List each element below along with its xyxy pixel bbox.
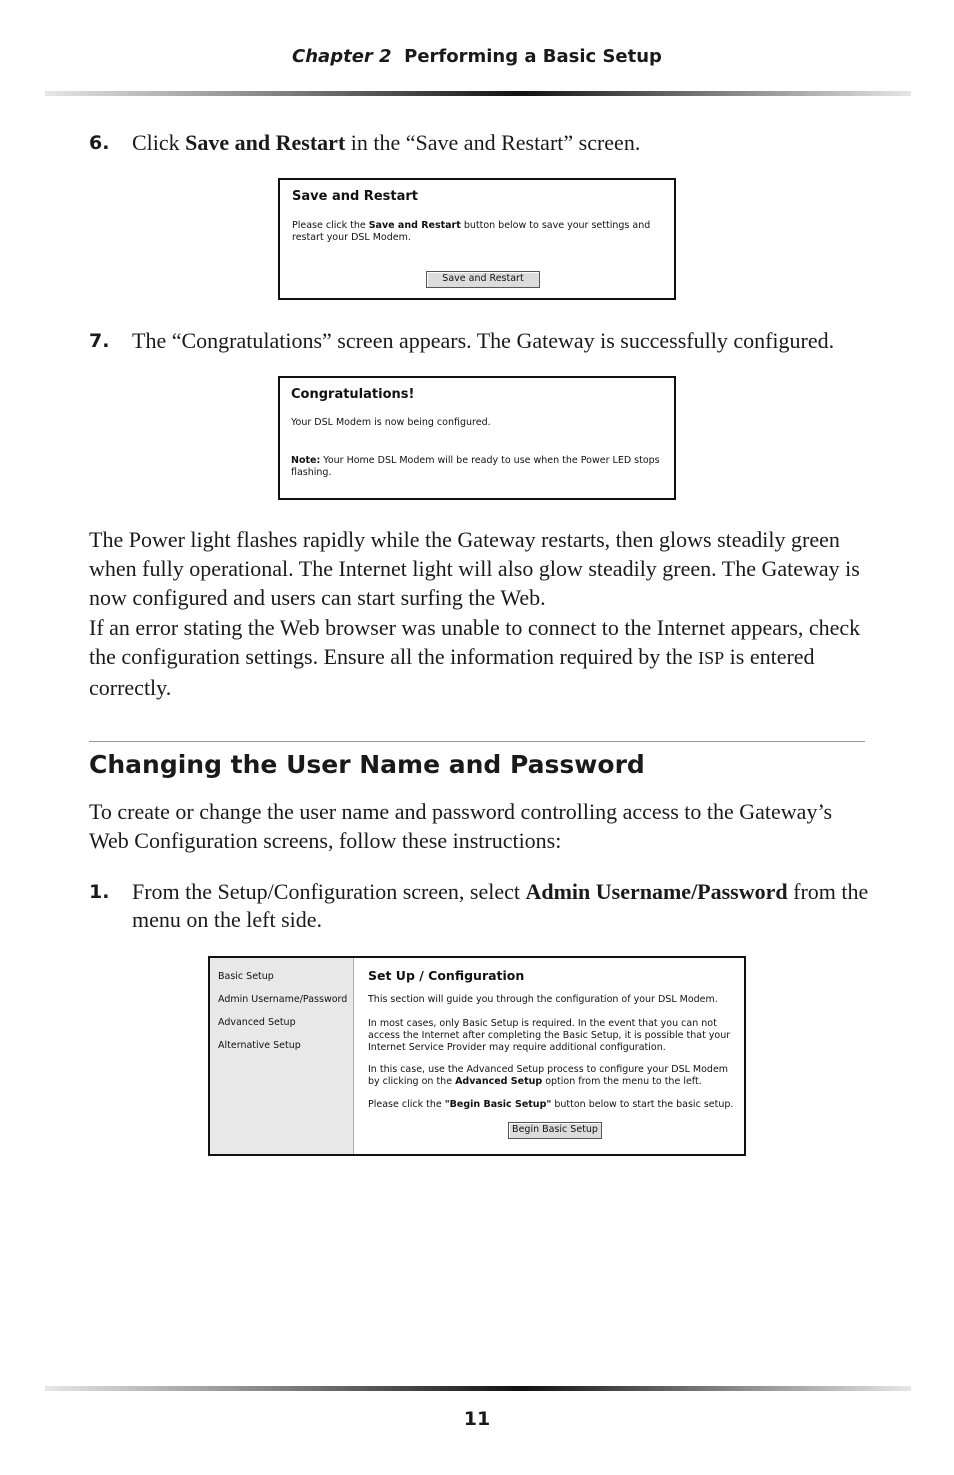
step-text (132, 129, 879, 157)
setup-configuration-screen (208, 956, 746, 1156)
setup-p1: This section will guide you through the configuration of your DSL Modem. (368, 994, 718, 1005)
step-number: 1. (89, 881, 110, 903)
step-text-pre: Click (132, 130, 186, 155)
menu-item-advanced-setup[interactable]: Advanced Setup (218, 1017, 296, 1028)
step-text-pre: From the Setup/Configuration screen, select (132, 879, 526, 904)
setup-p4-post: button below to start the basic setup. (551, 1099, 734, 1110)
note-text: Your Home DSL Modem will be ready to use when the Power LED stops flashing. (291, 455, 660, 478)
setup-p4 (368, 1099, 742, 1111)
step-number: 7. (89, 330, 110, 352)
paragraph-error (89, 613, 869, 702)
step-6 (89, 129, 879, 157)
paragraph-error-post: is entered correctly. (89, 644, 815, 700)
screen-line: Your DSL Modem is now being configured. (291, 417, 491, 428)
step-text-bold: Admin Username/Password (525, 879, 788, 904)
step-7 (89, 327, 879, 355)
screen-text-bold: Save and Restart (368, 220, 461, 231)
step-text (132, 878, 879, 934)
menu-item-alternative-setup[interactable]: Alternative Setup (218, 1040, 301, 1051)
page-number: 11 (463, 1408, 491, 1430)
step-text-post: from the menu on the left side. (132, 879, 869, 932)
screen-text (292, 220, 666, 244)
setup-p4-bold: "Begin Basic Setup" (444, 1099, 552, 1110)
save-and-restart-button[interactable]: Save and Restart (426, 271, 540, 288)
paragraph-error-pre: If an error stating the Web browser was unable to connect to the Internet appears, check the configuration settings. Ensure all the information required by the (89, 615, 861, 669)
step-1 (89, 878, 879, 934)
congratulations-screen (278, 376, 676, 500)
setup-p3-pre: In this case, use the Advanced Setup process to configure your DSL Modem by clicking on the (368, 1064, 729, 1087)
begin-basic-setup-button[interactable]: Begin Basic Setup (508, 1122, 602, 1139)
step-text-bold: Save and Restart (185, 130, 346, 155)
menu-item-admin-username-password[interactable]: Admin Username/Password (218, 994, 348, 1005)
side-menu (210, 958, 354, 1154)
running-header (0, 46, 954, 67)
paragraph-power-light: The Power light flashes rapidly while the Gateway restarts, then glows steadily green when fully operational. The Internet light will also glow steadily green. The Gateway is now configured and users can start surfing the Web. (89, 527, 860, 610)
setup-p3-post: option from the menu to the left. (542, 1076, 702, 1087)
screen-text-post: button below to save your settings and restart your DSL Modem. (292, 220, 651, 243)
section-title: Changing the User Name and Password (89, 750, 645, 779)
setup-p3-bold: Advanced Setup (455, 1076, 543, 1087)
step-text: The “Congratulations” screen appears. The Gateway is successfully configured. (132, 328, 835, 353)
screen-title: Save and Restart (292, 189, 418, 204)
chapter-label: Chapter 2 (292, 46, 392, 67)
screen-note (291, 455, 675, 479)
setup-p2: In most cases, only Basic Setup is required. In the event that you can not access the Internet after completing the Basic Setup, it is possible that your Internet Service Provider may require additional configuration. (368, 1018, 731, 1053)
step-text-post: in the “Save and Restart” screen. (345, 130, 641, 155)
menu-item-basic-setup[interactable]: Basic Setup (218, 971, 274, 982)
save-restart-screen (278, 178, 676, 300)
setup-p3 (368, 1064, 740, 1088)
screen-title: Congratulations! (291, 387, 415, 402)
header-rule (45, 91, 911, 96)
screen-title: Set Up / Configuration (368, 968, 525, 983)
setup-p4-pre: Please click the (368, 1099, 445, 1110)
section-intro: To create or change the user name and password controlling access to the Gateway’s Web Configuration screens, follow these instructions: (89, 799, 833, 853)
footer-rule (45, 1386, 911, 1391)
note-label: Note: (291, 455, 321, 466)
isp-abbreviation: ISP (698, 648, 725, 668)
step-number: 6. (89, 132, 110, 154)
chapter-title: Performing a Basic Setup (404, 46, 662, 67)
screen-text-pre: Please click the (292, 220, 369, 231)
section-divider (89, 741, 865, 742)
